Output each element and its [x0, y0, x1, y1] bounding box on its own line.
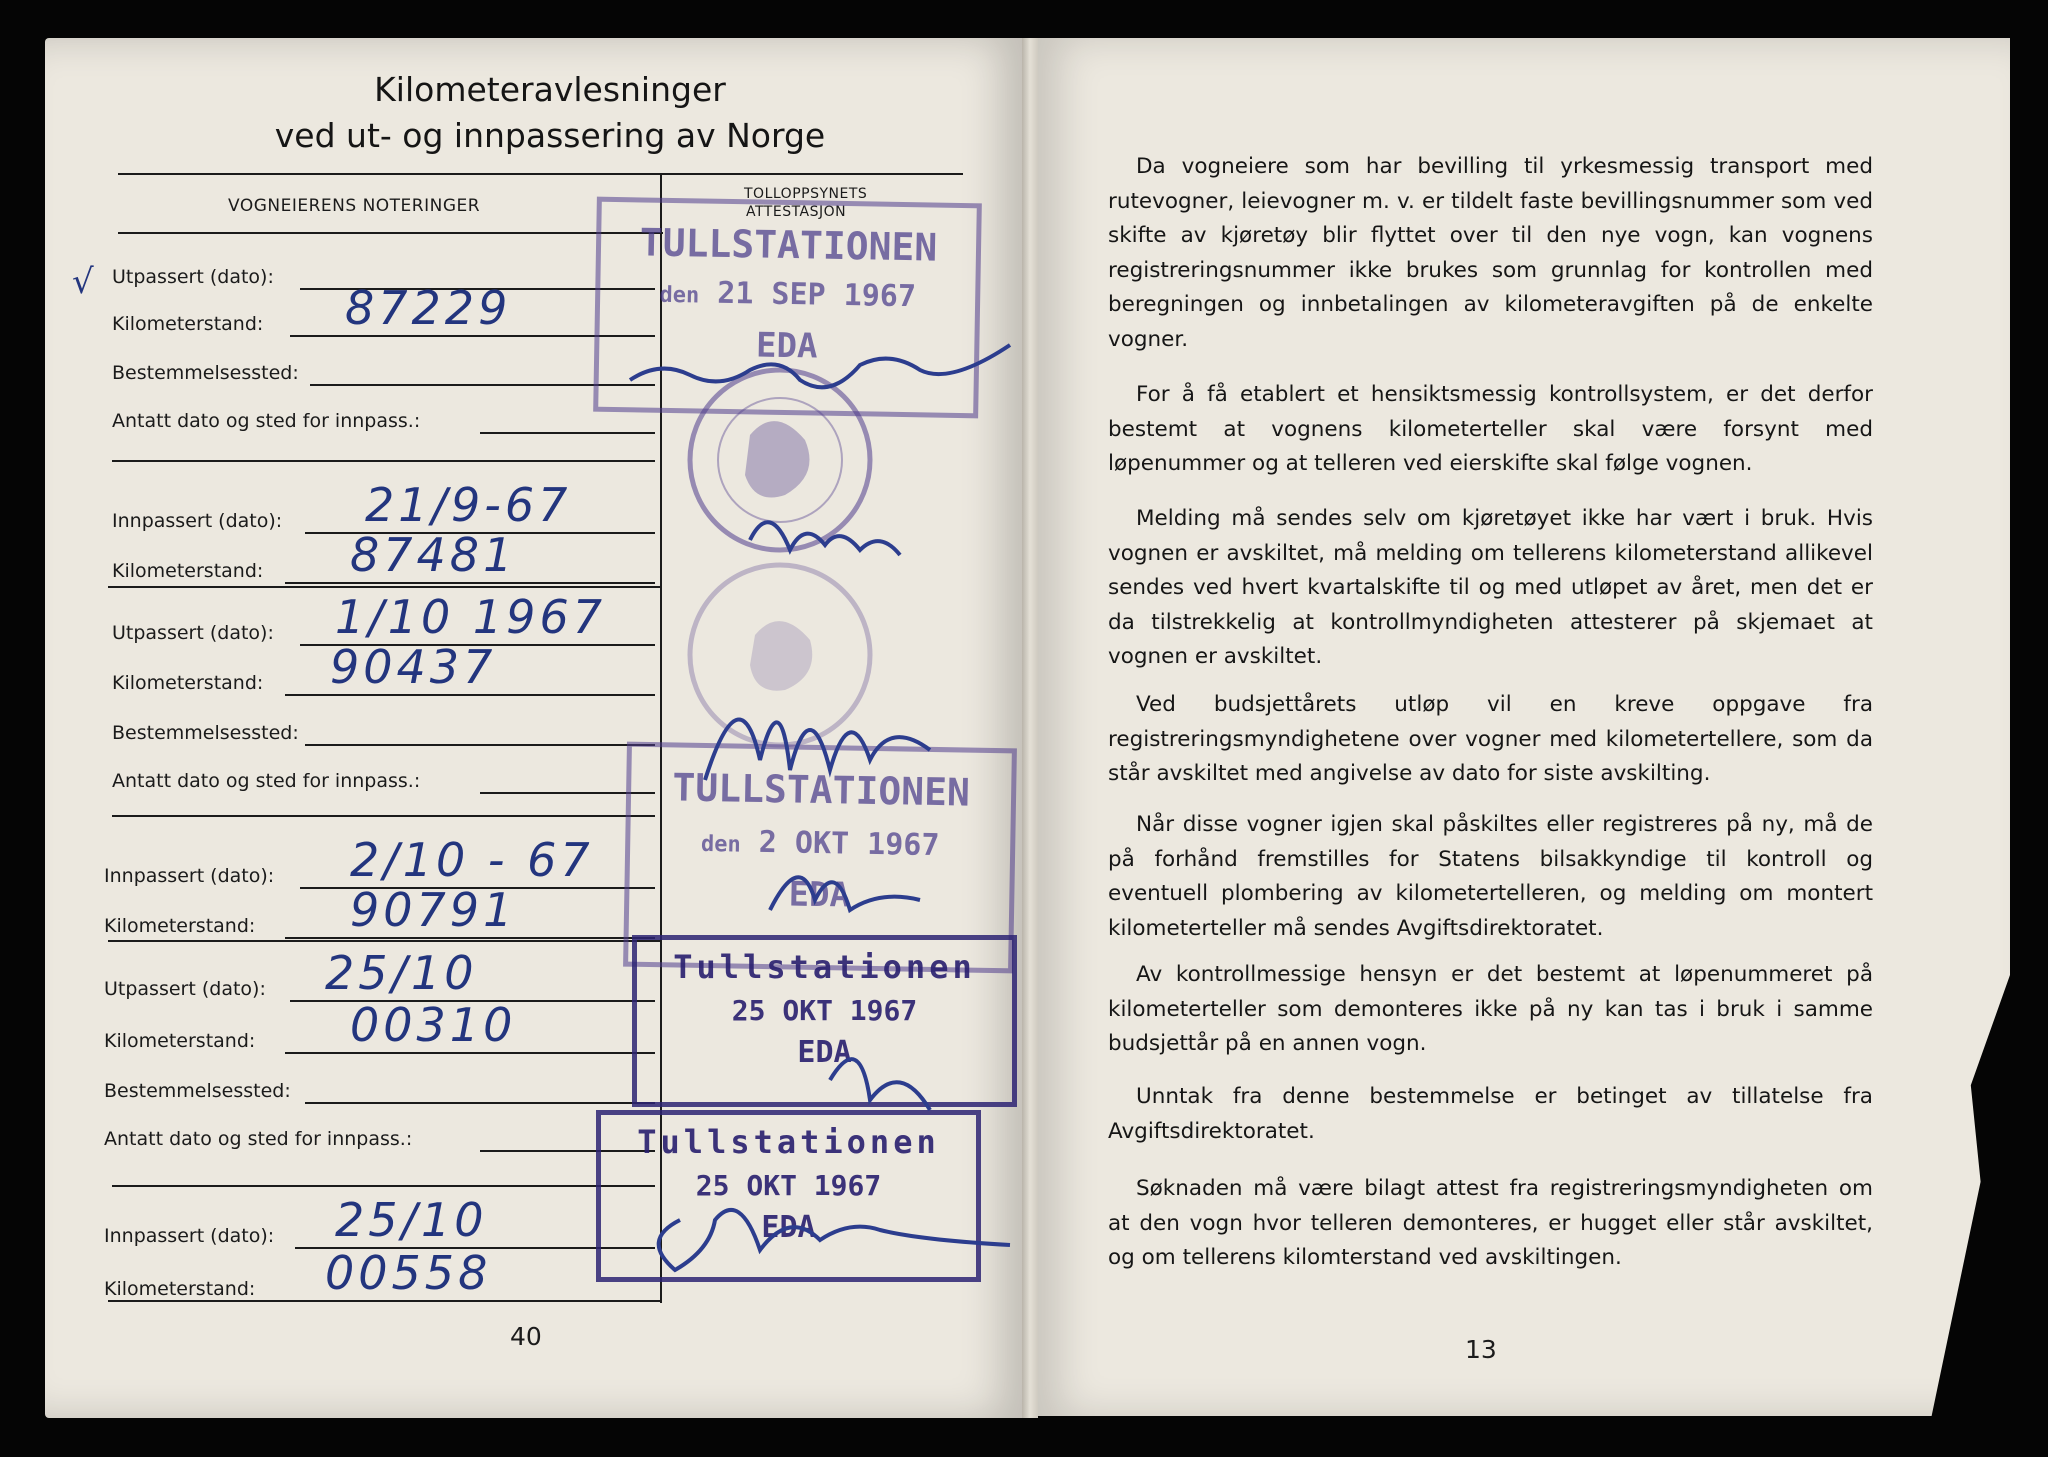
paragraph-text: Unntak fra denne bestemmelse er betinget av tillatelse fra Avgiftsdirektoratet.: [1108, 1084, 1873, 1144]
section-rule: [108, 1300, 660, 1302]
stamp-3-place: EDA: [797, 1035, 852, 1070]
paragraph: [1108, 808, 1873, 946]
paragraph-text: Ved budsjettårets utløp vil en kreve oppgave fra registreringsmyndighetene over vogner med kilometertellere, som da står avskiltet med angivelse av dato for siste avskilting.: [1108, 692, 1873, 786]
stamp-2-date: 2 OKT 1967: [758, 824, 940, 864]
stamp-3-date: 25 OKT 1967: [731, 994, 918, 1027]
stamp-2-name: TULLSTATIONEN: [672, 765, 971, 815]
paragraph: [1108, 502, 1873, 675]
entry-label: Utpassert (dato):: [112, 266, 274, 288]
entry-label: Utpassert (dato):: [104, 978, 266, 1000]
paragraph-text: Når disse vogner igjen skal påskiltes eller registreres på ny, må de på forhånd fremstilles for Statens bilsakkyndige til kontroll og eventuell plombering av kilometertelleren, og melding om montert kilometerteller må sendes Avgiftsdirektoratet.: [1108, 812, 1873, 941]
entry-label: Innpassert (dato):: [104, 1225, 275, 1247]
entry-label: Kilometerstand:: [104, 1030, 256, 1052]
stamp-1-date: 21 SEP 1967: [716, 275, 917, 315]
entry-label: Kilometerstand:: [104, 915, 256, 937]
column-heading-rule: [118, 232, 663, 234]
handwritten-value: 00310: [350, 998, 517, 1052]
paragraph-text: For å få etablert et hensiktsmessig kontrollsystem, er det derfor bestemt at vognens kilometerteller skal være forsynt med løpenummer og at telleren ved eierskifte skal følge vognen.: [1108, 382, 1873, 476]
customs-column-heading-2: ATTESTASJON: [746, 204, 847, 220]
handwritten-value: 90437: [330, 640, 497, 694]
signatures: [600, 340, 1030, 1280]
handwritten-value: 1/10 1967: [335, 590, 606, 644]
stamp-4-place: EDA: [761, 1210, 816, 1245]
entry-label: Kilometerstand:: [112, 560, 264, 582]
paragraph: [1108, 1172, 1873, 1276]
stamp-1-place: EDA: [755, 325, 818, 367]
stamp-4-name: Tullstationen: [637, 1123, 940, 1161]
stamp-1-name: TULLSTATIONEN: [639, 220, 938, 270]
handwritten-value: 00558: [325, 1246, 492, 1300]
handwritten-value: 25/10: [335, 1193, 488, 1247]
handwritten-value: 25/10: [325, 946, 478, 1000]
stamp-2-place: EDA: [788, 874, 851, 916]
paragraph: [1108, 958, 1873, 1062]
paragraph: [1108, 378, 1873, 482]
entry-label: Kilometerstand:: [112, 313, 264, 335]
entry-label: Innpassert (dato):: [104, 865, 275, 887]
entry-label: Bestemmelsessted:: [104, 1080, 291, 1102]
stamp-3-name: Tullstationen: [673, 948, 976, 986]
handwritten-value: 2/10 - 67: [350, 833, 594, 887]
stamp-2-prefix: den: [700, 831, 741, 858]
section-rule: [108, 586, 660, 588]
blank-line: [112, 460, 655, 462]
entry-label: Antatt dato og sted for innpass.:: [112, 770, 421, 792]
paragraph-text: Melding må sendes selv om kjøretøyet ikke har vært i bruk. Hvis vognen er avskiltet, må melding om tellerens kilometerstand allikevel sendes ved hvert kvartalskifte til og med utløpet av året, men det er da tilstrekkelig at kontrollmyndigheten attesterer på skjemaet at vognen er avskiltet.: [1108, 506, 1873, 669]
handwritten-value: 90791: [350, 883, 517, 937]
paragraph-text: Søknaden må være bilagt attest fra registreringsmyndigheten om at den vogn hvor telleren demonteres, er hugget eller står avskiltet, og om tellerens kilomterstand ved avskiltingen.: [1108, 1176, 1873, 1270]
entry-label: Kilometerstand:: [112, 672, 264, 694]
handwritten-value: 21/9-67: [365, 478, 572, 532]
tick-mark: √: [72, 262, 98, 302]
header-rule: [118, 173, 963, 175]
paragraph-text: Da vogneiere som har bevilling til yrkesmessig transport med rutevogner, leievogner m. v. er tildelt faste bevillingsnummer som ved skifte av kjøretøy blir flyttet over til den nye vogn, kan vognens registreringsnummer ikke brukes som grunnlag for kontrollen med beregningen og innbetalingen av kilometeravgiften på de enkelte vogner.: [1108, 154, 1873, 352]
stamp-4-date: 25 OKT 1967: [695, 1169, 882, 1202]
paragraph: [1108, 1080, 1873, 1149]
handwritten-value: 87481: [350, 528, 517, 582]
section-rule: [108, 940, 660, 942]
entry-label: Antatt dato og sted for innpass.:: [112, 410, 421, 432]
blank-line: [112, 1185, 655, 1187]
entry-label: Bestemmelsessted:: [112, 722, 299, 744]
page-title-line-2: ved ut- og innpassering av Norge: [274, 116, 826, 155]
entry-label: Bestemmelsessted:: [112, 362, 299, 384]
handwritten-value: 87229: [345, 281, 512, 335]
blank-line: [112, 815, 655, 817]
customs-column-heading-1: TOLLOPPSYNETS: [744, 186, 868, 202]
owner-column-heading: VOGNEIERENS NOTERINGER: [228, 196, 481, 216]
page-number-right: 13: [1465, 1335, 1497, 1364]
entry-label: Utpassert (dato):: [112, 622, 274, 644]
paragraph-text: Av kontrollmessige hensyn er det bestemt at løpenummeret på kilometerteller som demonteres ikke på ny kan tas i bruk i samme budsjettår på en annen vogn.: [1108, 962, 1873, 1056]
entry-label: Antatt dato og sted for innpass.:: [104, 1128, 413, 1150]
page-number-left: 40: [510, 1322, 542, 1351]
paragraph: [1108, 688, 1873, 792]
stamp-1-prefix: den: [659, 282, 700, 309]
paragraph: [1108, 150, 1873, 357]
entry-label: Innpassert (dato):: [112, 510, 283, 532]
page-title-line-1: Kilometeravlesninger: [374, 70, 726, 109]
entry-label: Kilometerstand:: [104, 1278, 256, 1300]
